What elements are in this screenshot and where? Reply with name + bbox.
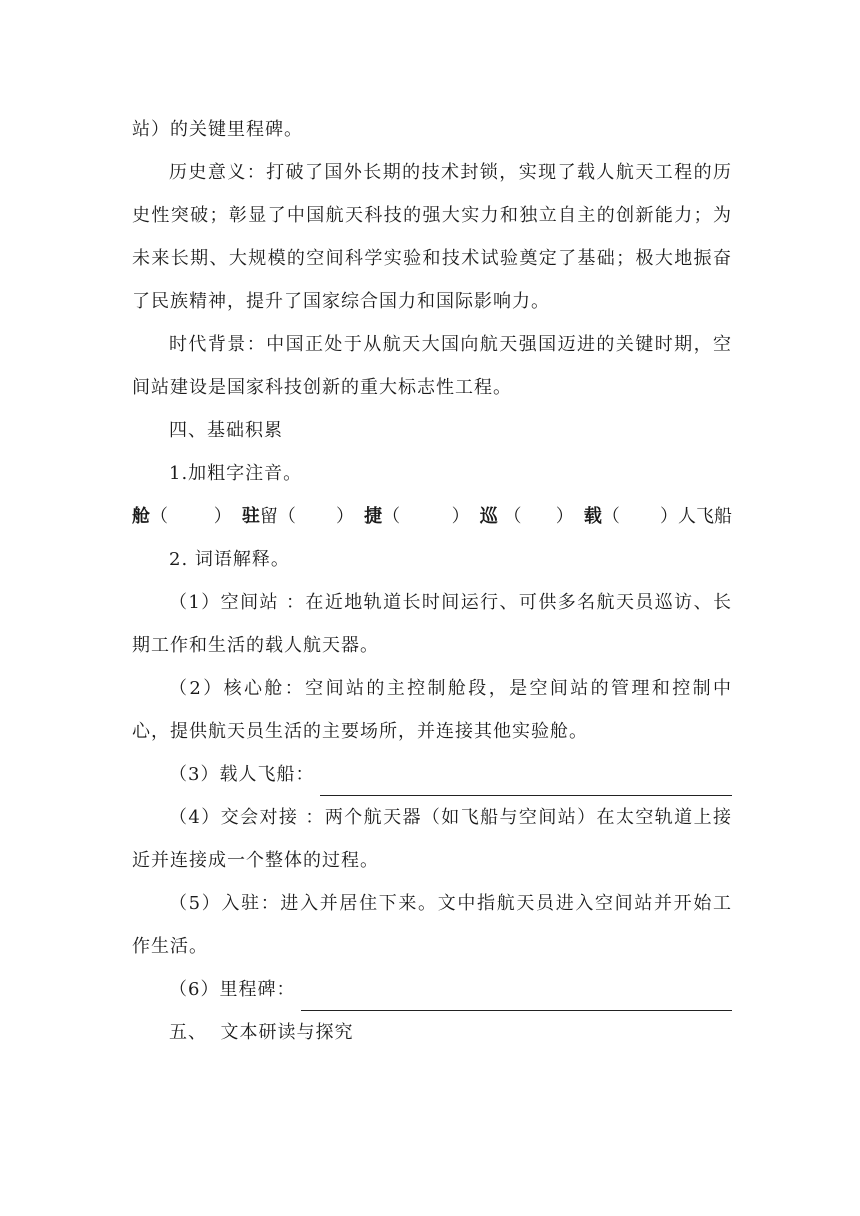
answer-blank[interactable]: （ ） <box>382 506 470 527</box>
section-heading-basic-accumulation: 四、基础积累 <box>169 420 283 441</box>
section-heading-text-study: 五、 文本研读与探究 <box>169 1022 354 1043</box>
term-space-station: （1）空间站 ：在近地轨道长时间运行、可供多名航天员巡访、长期工作和生活的载人航天器。 <box>132 592 732 656</box>
pinyin-item <box>480 495 574 538</box>
char-rest: 留 <box>259 506 278 527</box>
bold-char: 捷 <box>364 506 383 527</box>
bold-char: 巡 <box>479 506 498 527</box>
document-body <box>132 108 732 1054</box>
answer-underline[interactable] <box>320 769 732 796</box>
answer-blank[interactable]: （ ） <box>277 506 354 527</box>
paragraph-continuation: 站）的关键里程碑。 <box>132 119 303 140</box>
bold-char: 驻 <box>241 506 260 527</box>
answer-blank[interactable]: （ ） <box>497 506 574 527</box>
term-core-module: （2）核心舱：空间站的主控制舱段，是空间站的管理和控制中心，提供航天员生活的主要场所，并连接其他实验舱。 <box>132 678 732 742</box>
paragraph-historical-significance: 历史意义：打破了国外长期的技术封锁，实现了载人航天工程的历史性突破；彰显了中国航天科技的强大实力和独立自主的创新能力；为未来长期、大规模的空间科学实验和技术试验奠定了基础；极大地振奋了民族精神，提升了国家综合国力和国际影响力。 <box>132 162 732 312</box>
term-rendezvous-docking: （4）交会对接 ：两个航天器（如飞船与空间站）在太空轨道上接近并连接成一个整体的过程。 <box>132 807 732 871</box>
term-milestone <box>132 968 732 1011</box>
term-move-in: （5）入驻：进入并居住下来。文中指航天员进入空间站并开始工作生活。 <box>132 893 732 957</box>
pinyin-item <box>584 495 732 538</box>
answer-blank[interactable]: （ ） <box>150 506 232 527</box>
bold-char: 载 <box>583 506 602 527</box>
question-pinyin: 1.加粗字注音。 <box>169 463 303 484</box>
pinyin-item <box>242 495 354 538</box>
answer-blank[interactable]: （ ）人飞船 <box>601 506 732 527</box>
term-label: （6）里程碑： <box>169 979 296 1000</box>
question-term-explanation: 2. 词语解释。 <box>169 549 290 570</box>
paragraph-era-background: 时代背景：中国正处于从航天大国向航天强国迈进的关键时期，空间站建设是国家科技创新的重大标志性工程。 <box>132 334 732 398</box>
answer-underline[interactable] <box>301 984 732 1011</box>
pinyin-item <box>132 495 232 538</box>
term-label: （3）载人飞船： <box>169 764 315 785</box>
pinyin-item <box>364 495 470 538</box>
term-crewed-spacecraft <box>132 753 732 796</box>
bold-char: 舱 <box>132 506 150 527</box>
pinyin-exercise-line <box>132 495 732 538</box>
